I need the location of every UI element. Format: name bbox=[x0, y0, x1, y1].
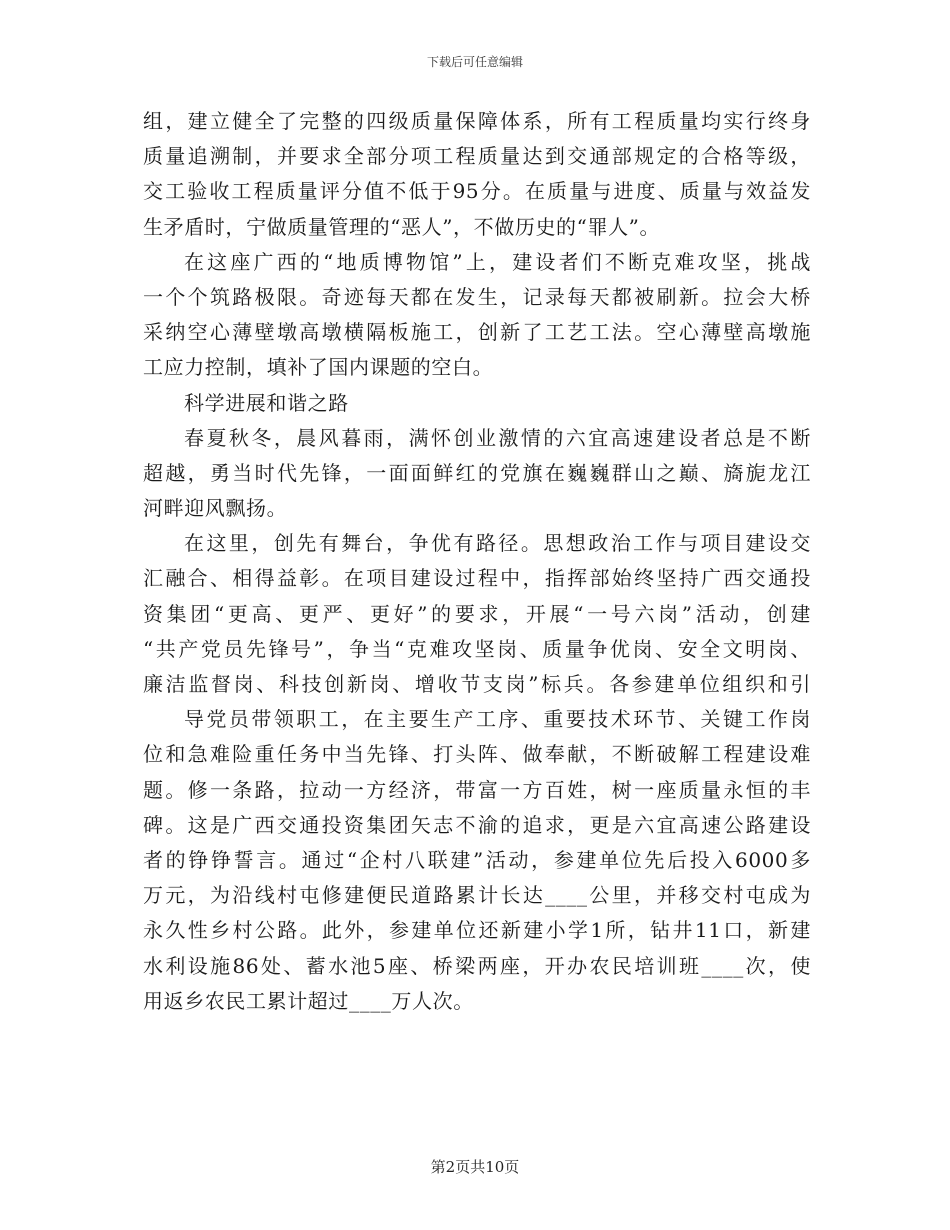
page-footer: 第2页共10页 bbox=[430, 1158, 520, 1176]
text-line: 在这座广西的“地质博物馆”上，建设者们不断克难攻坚，挑战 bbox=[184, 249, 811, 274]
text-line: 汇融合、相得益彰。在项目建设过程中，指挥部始终坚持广西交通投 bbox=[143, 566, 811, 591]
text-line: 水利设施86处、蓄水池5座、桥梁两座，开办农民培训班____次，使 bbox=[143, 953, 811, 978]
text-line: 题。修一条路，拉动一方经济，带富一方百姓，树一座质量永恒的丰 bbox=[143, 777, 811, 802]
text-line: 生矛盾时，宁做质量管理的“恶人”，不做历史的“罪人”。 bbox=[143, 214, 661, 239]
text-line: 春夏秋冬，晨风暮雨，满怀创业激情的六宜高速建设者总是不断 bbox=[184, 425, 811, 450]
text-line: 交工验收工程质量评分值不低于95分。在质量与进度、质量与效益发 bbox=[143, 179, 811, 204]
text-line: 一个个筑路极限。奇迹每天都在发生，记录每天都被刷新。拉会大桥 bbox=[143, 284, 811, 309]
text-line: 永久性乡村公路。此外，参建单位还新建小学1所，钻井11口，新建 bbox=[143, 918, 811, 943]
text-line: 导党员带领职工，在主要生产工序、重要技术环节、关键工作岗 bbox=[184, 707, 811, 732]
text-line: 质量追溯制，并要求全部分项工程质量达到交通部规定的合格等级， bbox=[143, 144, 811, 169]
text-line: 工应力控制，填补了国内课题的空白。 bbox=[143, 355, 494, 380]
text-line: 超越，勇当时代先锋，一面面鲜红的党旗在巍巍群山之巅、旖旎龙江 bbox=[143, 460, 811, 485]
text-line: 廉洁监督岗、科技创新岗、增收节支岗”标兵。各参建单位组织和引 bbox=[143, 672, 811, 696]
text-line: 河畔迎风飘扬。 bbox=[143, 496, 288, 521]
text-line: 在这里，创先有舞台，争优有路径。思想政治工作与项目建设交 bbox=[184, 531, 811, 556]
text-line: 用返乡农民工累计超过____万人次。 bbox=[143, 988, 474, 1013]
text-line: 万元，为沿线村屯修建便民道路累计长达____公里，并移交村屯成为 bbox=[143, 883, 811, 908]
text-line: 者的铮铮誓言。通过“企村八联建”活动，参建单位先后投入6000多 bbox=[143, 847, 811, 872]
text-line: 采纳空心薄壁墩高墩横隔板施工，创新了工艺工法。空心薄壁高墩施 bbox=[143, 320, 811, 345]
text-line: 资集团“更高、更严、更好”的要求，开展“一号六岗”活动，创建 bbox=[143, 601, 811, 626]
text-line: 位和急难险重任务中当先锋、打头阵、做奉献，不断破解工程建设难 bbox=[143, 742, 811, 767]
page-header: 下载后可任意编辑 bbox=[426, 55, 523, 69]
text-line: 组，建立健全了完整的四级质量保障体系，所有工程质量均实行终身 bbox=[143, 109, 811, 133]
text-line: 碑。这是广西交通投资集团矢志不渝的追求，更是六宜高速公路建设 bbox=[143, 812, 811, 837]
text-line: “共产党员先锋号”，争当“克难攻坚岗、质量争优岗、安全文明岗、 bbox=[143, 636, 811, 661]
text-line: 科学进展和谐之路 bbox=[184, 390, 349, 415]
document-body bbox=[143, 104, 811, 1019]
